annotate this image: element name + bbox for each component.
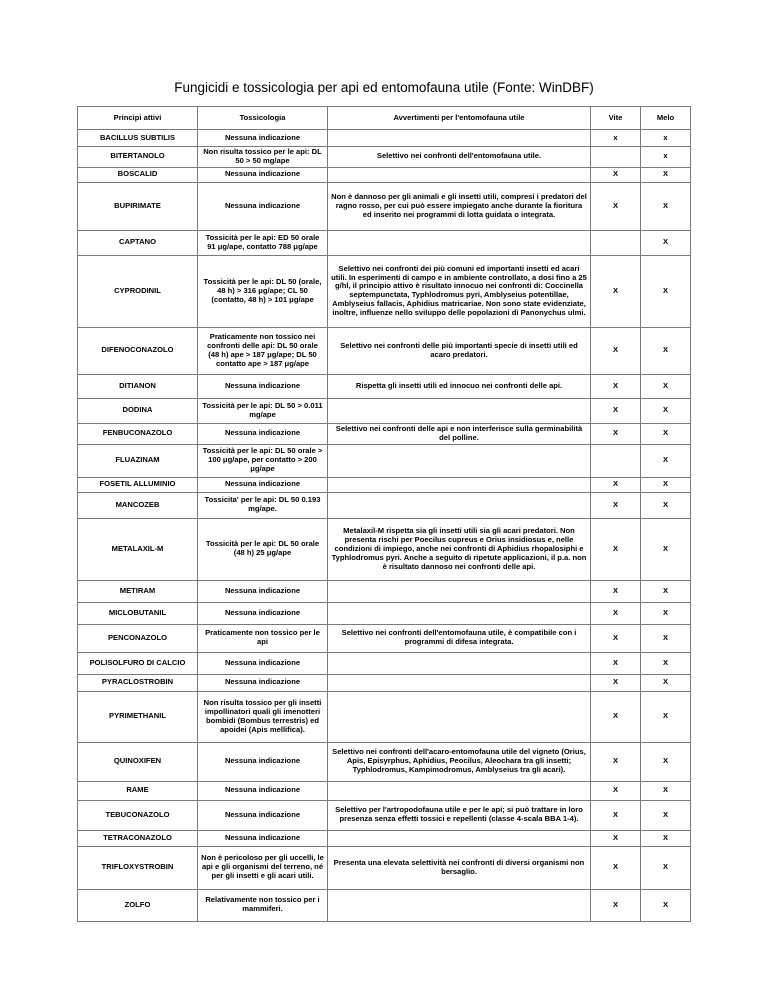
- cell-vite: X: [591, 889, 641, 921]
- table-row: [78, 674, 691, 691]
- cell-melo: X: [641, 255, 691, 327]
- cell-melo: X: [641, 230, 691, 255]
- cell-vite: [591, 147, 641, 168]
- cell-tossicologia: Nessuna indicazione: [198, 580, 328, 602]
- table-row: [78, 398, 691, 423]
- table-row: [78, 182, 691, 230]
- cell-avvertimenti: Non è dannoso per gli animali e gli insetti utili, compresi i predatori del ragno rosso, per cui può essere impiegato anche durante la fioritura ed inserito nei programmi di lotta guidata o integrata.: [328, 182, 591, 230]
- table-row: [78, 327, 691, 374]
- cell-avvertimenti: Selettivo nei confronti delle api e non interferisce sulla germinabilità del polline.: [328, 423, 591, 444]
- cell-avvertimenti: [328, 691, 591, 742]
- cell-melo: X: [641, 889, 691, 921]
- cell-avvertimenti: Selettivo nei confronti dell'acaro-entomofauna utile del vigneto (Orius, Apis, Episyrphus, Aphidius, Peocilus, Aleochara tra gli insetti; Typhlodromus, Kampimodromus, Amblyseius tra gli acari).: [328, 742, 591, 781]
- cell-melo: X: [641, 492, 691, 518]
- cell-avvertimenti: Selettivo nei confronti dell'entomofauna utile.: [328, 147, 591, 168]
- cell-avvertimenti: [328, 398, 591, 423]
- cell-principio-attivo: BACILLUS SUBTILIS: [78, 130, 198, 147]
- cell-melo: X: [641, 691, 691, 742]
- cell-vite: X: [591, 602, 641, 624]
- cell-avvertimenti: [328, 477, 591, 492]
- cell-principio-attivo: DIFENOCONAZOLO: [78, 327, 198, 374]
- cell-principio-attivo: TRIFLOXYSTROBIN: [78, 846, 198, 889]
- cell-principio-attivo: RAME: [78, 781, 198, 800]
- header-melo: Melo: [641, 107, 691, 130]
- table-header-row: [78, 107, 691, 130]
- cell-tossicologia: Nessuna indicazione: [198, 742, 328, 781]
- cell-principio-attivo: METIRAM: [78, 580, 198, 602]
- cell-avvertimenti: Selettivo nei confronti dell'entomofauna utile, è compatibile con i programmi di difesa integrata.: [328, 624, 591, 652]
- cell-principio-attivo: BOSCALID: [78, 167, 198, 182]
- fungicides-table: [77, 106, 691, 922]
- cell-melo: X: [641, 800, 691, 830]
- cell-principio-attivo: PENCONAZOLO: [78, 624, 198, 652]
- table-row: [78, 230, 691, 255]
- cell-tossicologia: Nessuna indicazione: [198, 423, 328, 444]
- cell-principio-attivo: FOSETIL ALLUMINIO: [78, 477, 198, 492]
- cell-melo: x: [641, 130, 691, 147]
- cell-melo: X: [641, 518, 691, 580]
- cell-avvertimenti: [328, 492, 591, 518]
- cell-melo: X: [641, 781, 691, 800]
- cell-avvertimenti: Rispetta gli insetti utili ed innocuo nei confronti delle api.: [328, 374, 591, 398]
- cell-melo: X: [641, 327, 691, 374]
- cell-principio-attivo: METALAXIL-M: [78, 518, 198, 580]
- cell-vite: X: [591, 327, 641, 374]
- cell-principio-attivo: CYPRODINIL: [78, 255, 198, 327]
- cell-principio-attivo: PYRACLOSTROBIN: [78, 674, 198, 691]
- cell-vite: X: [591, 492, 641, 518]
- cell-tossicologia: Nessuna indicazione: [198, 652, 328, 674]
- table-row: [78, 147, 691, 168]
- cell-vite: X: [591, 255, 641, 327]
- cell-melo: X: [641, 167, 691, 182]
- table-row: [78, 255, 691, 327]
- table-row: [78, 742, 691, 781]
- table-row: [78, 889, 691, 921]
- table-row: [78, 800, 691, 830]
- cell-vite: X: [591, 518, 641, 580]
- table-row: [78, 444, 691, 477]
- cell-principio-attivo: TEBUCONAZOLO: [78, 800, 198, 830]
- table-row: [78, 691, 691, 742]
- cell-vite: X: [591, 830, 641, 846]
- cell-vite: X: [591, 742, 641, 781]
- cell-avvertimenti: Selettivo per l'artropodofauna utile e per le api; si può trattare in loro presenza senza effetti tossici e repellenti (classe 4-scala BBA 1-4).: [328, 800, 591, 830]
- cell-tossicologia: Nessuna indicazione: [198, 674, 328, 691]
- cell-avvertimenti: [328, 130, 591, 147]
- cell-melo: X: [641, 652, 691, 674]
- table-row: [78, 130, 691, 147]
- cell-avvertimenti: Metalaxil-M rispetta sia gli insetti utili sia gli acari predatori. Non presenta rischi per Poecilus cupreus e Orius insidiosus e, nelle condizioni di impiego, anche nei confronti di Aphidius rhopalosiphi e Typhlodromus pyri. Anche a seguito di ripetute applicazioni, il p.a. non è risultato dannoso nei confronti delle api.: [328, 518, 591, 580]
- cell-tossicologia: Nessuna indicazione: [198, 477, 328, 492]
- cell-tossicologia: Tossicità per le api: DL 50 orale (48 h) 25 μg/ape: [198, 518, 328, 580]
- table-row: [78, 781, 691, 800]
- cell-tossicologia: Non è pericoloso per gli uccelli, le api e gli organismi del terreno, né per gli insetti e gli acari utili.: [198, 846, 328, 889]
- cell-tossicologia: Nessuna indicazione: [198, 374, 328, 398]
- table-row: [78, 580, 691, 602]
- cell-avvertimenti: Presenta una elevata selettività nei confronti di diversi organismi non bersaglio.: [328, 846, 591, 889]
- table-row: [78, 652, 691, 674]
- cell-melo: x: [641, 147, 691, 168]
- cell-principio-attivo: DITIANON: [78, 374, 198, 398]
- cell-principio-attivo: MICLOBUTANIL: [78, 602, 198, 624]
- cell-tossicologia: Tossicità per le api: DL 50 orale > 100 μg/ape, per contatto > 200 μg/ape: [198, 444, 328, 477]
- cell-vite: X: [591, 182, 641, 230]
- cell-vite: X: [591, 652, 641, 674]
- cell-tossicologia: Nessuna indicazione: [198, 830, 328, 846]
- cell-principio-attivo: DODINA: [78, 398, 198, 423]
- cell-vite: [591, 444, 641, 477]
- cell-tossicologia: Nessuna indicazione: [198, 182, 328, 230]
- table-row: [78, 492, 691, 518]
- cell-tossicologia: Tossicità per le api: DL 50 (orale, 48 h) > 316 μg/ape; CL 50 (contatto, 48 h) > 101 μg/ape: [198, 255, 328, 327]
- table-row: [78, 846, 691, 889]
- header-principi-attivi: Principi attivi: [78, 107, 198, 130]
- header-tossicologia: Tossicologia: [198, 107, 328, 130]
- cell-melo: X: [641, 580, 691, 602]
- cell-tossicologia: Tossicità per le api: DL 50 > 0.011 mg/ape: [198, 398, 328, 423]
- cell-tossicologia: Nessuna indicazione: [198, 130, 328, 147]
- cell-principio-attivo: TETRACONAZOLO: [78, 830, 198, 846]
- cell-vite: X: [591, 674, 641, 691]
- table-row: [78, 830, 691, 846]
- cell-tossicologia: Praticamente non tossico nei confronti delle api: DL 50 orale (48 h) ape > 187 μg/ape; DL 50 contatto ape > 187 μg/ape: [198, 327, 328, 374]
- cell-vite: X: [591, 800, 641, 830]
- cell-avvertimenti: [328, 444, 591, 477]
- cell-melo: X: [641, 444, 691, 477]
- cell-melo: X: [641, 602, 691, 624]
- header-vite: Vite: [591, 107, 641, 130]
- cell-vite: X: [591, 691, 641, 742]
- cell-avvertimenti: [328, 580, 591, 602]
- cell-avvertimenti: [328, 830, 591, 846]
- cell-tossicologia: Praticamente non tossico per le api: [198, 624, 328, 652]
- header-avvertimenti: Avvertimenti per l'entomofauna utile: [328, 107, 591, 130]
- cell-avvertimenti: [328, 602, 591, 624]
- cell-principio-attivo: PYRIMETHANIL: [78, 691, 198, 742]
- cell-vite: X: [591, 624, 641, 652]
- cell-vite: X: [591, 423, 641, 444]
- cell-tossicologia: Nessuna indicazione: [198, 781, 328, 800]
- cell-principio-attivo: ZOLFO: [78, 889, 198, 921]
- cell-principio-attivo: BUPIRIMATE: [78, 182, 198, 230]
- cell-vite: [591, 230, 641, 255]
- cell-principio-attivo: CAPTANO: [78, 230, 198, 255]
- cell-principio-attivo: FLUAZINAM: [78, 444, 198, 477]
- cell-avvertimenti: [328, 889, 591, 921]
- cell-vite: X: [591, 781, 641, 800]
- cell-vite: X: [591, 580, 641, 602]
- cell-avvertimenti: [328, 230, 591, 255]
- cell-vite: X: [591, 167, 641, 182]
- cell-melo: X: [641, 398, 691, 423]
- cell-melo: X: [641, 742, 691, 781]
- cell-tossicologia: Non risulta tossico per gli insetti impollinatori quali gli imenotteri bombidi (Bombus terrestris) ed apoidei (Apis mellifica).: [198, 691, 328, 742]
- page-title: Fungicidi e tossicologia per api ed entomofauna utile (Fonte: WinDBF): [174, 80, 594, 95]
- cell-tossicologia: Tossicità per le api: ED 50 orale 91 μg/ape, contatto 788 μg/ape: [198, 230, 328, 255]
- cell-principio-attivo: POLISOLFURO DI CALCIO: [78, 652, 198, 674]
- cell-melo: X: [641, 674, 691, 691]
- cell-vite: X: [591, 398, 641, 423]
- table-row: [78, 423, 691, 444]
- cell-avvertimenti: Selettivo nei confronti delle più importanti specie di insetti utili ed acaro predatori.: [328, 327, 591, 374]
- cell-tossicologia: Nessuna indicazione: [198, 167, 328, 182]
- table-row: [78, 602, 691, 624]
- cell-vite: X: [591, 374, 641, 398]
- table-row: [78, 518, 691, 580]
- cell-avvertimenti: Selettivo nei confronti dei più comuni ed importanti insetti ed acari utili. In esperimenti di campo e in ambiente controllato, a dosi fino a 25 g/hl, il principio attivo è risultato innocuo nei confronti di: Coccinella septempunctata, Typhlodromus pyri, Amblyseius potentillae, Amblyseius fallacis, Aphidius matricariae. Non sono state evidenziate, inoltre, influenze nello sviluppo delle popolazioni di Panonychus ulmi.: [328, 255, 591, 327]
- cell-melo: X: [641, 374, 691, 398]
- table-row: [78, 624, 691, 652]
- cell-tossicologia: Non risulta tossico per le api: DL 50 > 50 mg/ape: [198, 147, 328, 168]
- cell-principio-attivo: QUINOXIFEN: [78, 742, 198, 781]
- table-row: [78, 374, 691, 398]
- cell-melo: X: [641, 477, 691, 492]
- cell-tossicologia: Relativamente non tossico per i mammiferi.: [198, 889, 328, 921]
- cell-vite: X: [591, 846, 641, 889]
- cell-melo: X: [641, 846, 691, 889]
- cell-avvertimenti: [328, 167, 591, 182]
- cell-principio-attivo: BITERTANOLO: [78, 147, 198, 168]
- cell-avvertimenti: [328, 781, 591, 800]
- cell-melo: X: [641, 182, 691, 230]
- cell-principio-attivo: FENBUCONAZOLO: [78, 423, 198, 444]
- cell-principio-attivo: MANCOZEB: [78, 492, 198, 518]
- table-row: [78, 477, 691, 492]
- cell-avvertimenti: [328, 652, 591, 674]
- cell-avvertimenti: [328, 674, 591, 691]
- cell-tossicologia: Nessuna indicazione: [198, 602, 328, 624]
- cell-tossicologia: Nessuna indicazione: [198, 800, 328, 830]
- table-body: [78, 130, 691, 922]
- cell-vite: X: [591, 477, 641, 492]
- cell-vite: x: [591, 130, 641, 147]
- cell-melo: X: [641, 830, 691, 846]
- table-row: [78, 167, 691, 182]
- cell-melo: X: [641, 624, 691, 652]
- cell-melo: X: [641, 423, 691, 444]
- cell-tossicologia: Tossicita' per le api: DL 50 0.193 mg/ape.: [198, 492, 328, 518]
